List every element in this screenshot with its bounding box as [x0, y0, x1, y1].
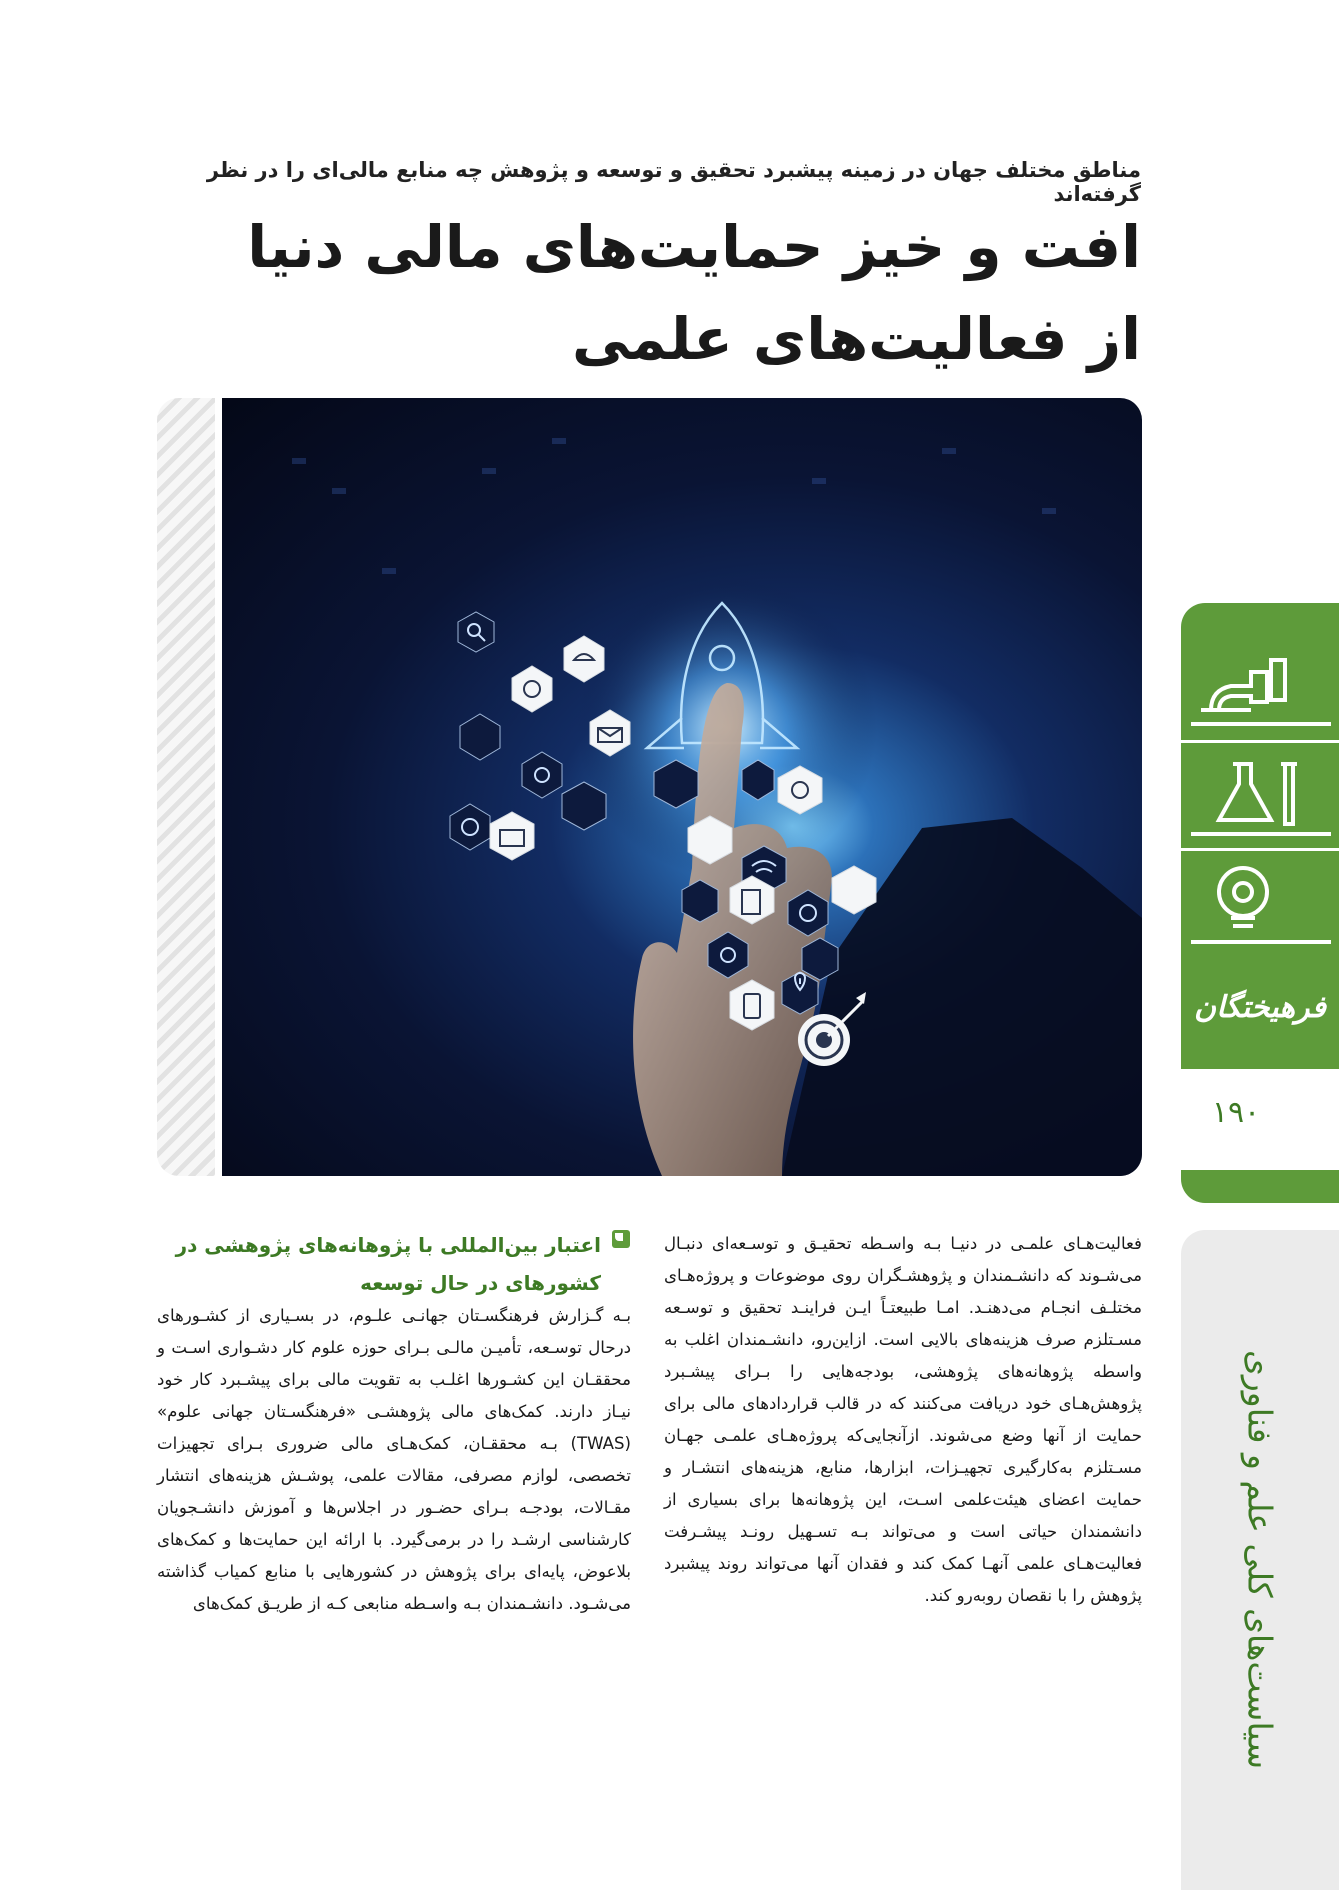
team-icon — [460, 714, 500, 760]
body-column-right: فعالیت‌هـای علمـی در دنیـا بـه واسـطه تحقیـق و توسـعه‌ای دنبـال می‌شـوند که دانشـمندان و پژوهشـگران روی موضوعات و پروژه‌هـای مختلـف انجـام می‌دهنـد. امـا طبیعتـاً ایـن فراینـد تحقیق و توسـعه مسـتلزم صرف هزینه‌های بالایی است. ازاین‌رو، دانشـمندان اغلب به واسطه پژوهانه‌های پژوهشی، بودجه‌هایی را بـرای پیشـبرد پژوهش‌هـای خود دریافت می‌کنند که در قالب قراردادهای مالی برای حمایت از آنها وضع می‌شوند. ازآنجایی‌که پروژه‌هـای علمـی جهـان مسـتلزم به‌کارگیری تجهیـزات، ابزارها، منابع، هزینه‌های انتشـار و حمایت اعضای هیئت‌علمی اسـت، این پژوهانه‌ها برای بسیاری از دانشمندان حیاتی است و می‌تواند بـه تسـهیل رونـد پیشـرفت فعالیت‌هـای علمی آنهـا کمک کند و فقدان آنها می‌تواند روند پیشبرد پژوهش را با نقصان روبه‌رو کند. — [664, 1234, 1142, 1605]
section-tab-label-wrap — [1181, 1230, 1339, 1890]
side-divider — [1181, 740, 1339, 743]
page-number: ۱۹۰ — [1211, 1095, 1261, 1130]
subheading-text: اعتبار بین‌المللی با پژوهانه‌های پژوهشی در کشورهای در حال توسعه — [175, 1233, 601, 1295]
laptop-icon — [490, 812, 534, 860]
lab-flask-icon — [1181, 748, 1339, 842]
microscope-icon — [1181, 640, 1339, 734]
side-divider — [1181, 848, 1339, 851]
hero-illustration — [222, 398, 1142, 1176]
globe-icon — [512, 666, 552, 712]
figure-hatched-border — [157, 398, 215, 1176]
body-column-left: بـه گـزارش فرهنگسـتان جهانـی علـوم، در بسـیاری از کشـورهای درحال توسـعه، تأمیـن مالـی بـرای حوزه علوم کار دشـواری اسـت و محققـان این کشـورها اغلـب به تقویت مالی برای پیشـبرد کار خود نیـاز دارند. کمک‌های مالی پژوهشـی «فرهنگسـتان جهانی علوم» (TWAS) بـه محققـان، کمک‌هـای مالی ضروری بـرای تجهیزات تخصصی، لوازم مصرفی، مقالات علمی، پوشـش هزینه‌های انتشار مقـالات، بودجـه بـرای حضـور در اجلاس‌ها و آموزش دانشـجویان کارشناسی ارشـد را در برمی‌گیرد. با ارائه این حمایت‌ها و کمک‌های بلاعوض، پایه‌ای برای پژوهش در کشورهایی با منابع کمیاب گذاشته می‌شـود. دانشـمندان بـه واسـطه منابعی کـه از طریـق کمک‌های — [157, 1306, 631, 1613]
brand-logo — [1181, 958, 1339, 1058]
lightbulb-gear-icon — [1181, 856, 1339, 950]
clock-icon — [450, 804, 490, 850]
article-kicker: مناطق مختلف جهان در زمینه پیشبرد تحقیق و توسعه و پژوهش چه منابع مالی‌ای را در نظر گرفته‌اند — [206, 158, 1141, 206]
gear-icon — [522, 752, 562, 798]
hero-image — [222, 398, 1142, 1176]
section-label: سیاست‌های کلی علم و فناوری — [1240, 1350, 1280, 1770]
side-tab-foot — [1181, 1170, 1339, 1203]
article-title-line-1: افت و خیز حمایت‌های مالی دنیا — [247, 213, 1141, 281]
search-icon — [458, 612, 494, 652]
subheading — [157, 1226, 631, 1302]
brand-wordmark: فرهیختگان — [1194, 990, 1326, 1025]
article-title-line-2: از فعالیت‌های علمی — [571, 305, 1141, 373]
subheading-bullet-icon — [612, 1230, 630, 1248]
